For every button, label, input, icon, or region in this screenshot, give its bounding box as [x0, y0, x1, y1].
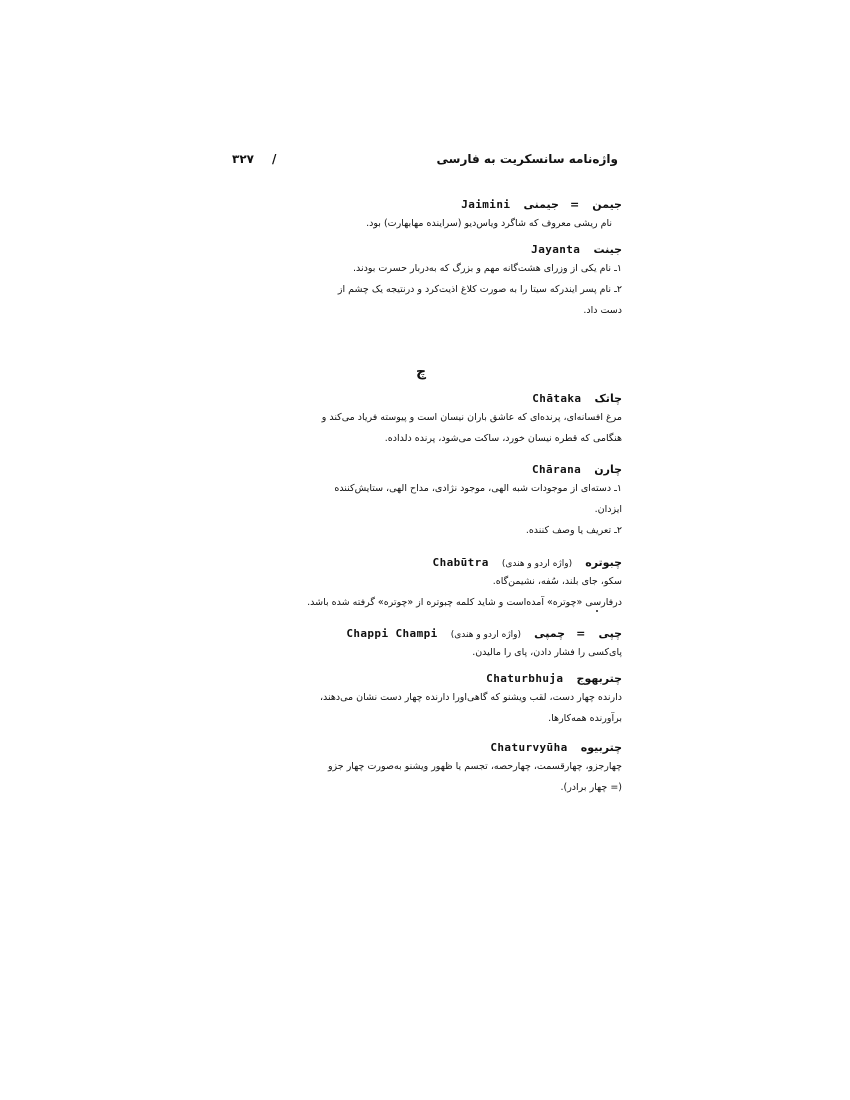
- headword-line: [232, 667, 622, 687]
- usage-note: (واژه اردو و هندی): [501, 559, 573, 569]
- headword: چبوتره: [585, 556, 622, 569]
- book-title: واژه‌نامه سانسکریت به فارسی: [436, 152, 618, 166]
- entry-chabutra: [232, 551, 622, 613]
- definition-line: ۲ـ نام پسر ایندرکه سیتا را به صورت کلاغ اذیت‌کرد و درنتیجه یک چشم از: [337, 284, 622, 295]
- running-header: [232, 152, 618, 172]
- definition-continuation: دست داد.: [583, 305, 622, 316]
- headword: جیمن: [592, 198, 622, 211]
- print-mark: [596, 610, 598, 612]
- headword-line: [232, 458, 622, 478]
- latin-transliteration: Jayanta: [531, 243, 581, 256]
- headword-line: [232, 622, 622, 642]
- latin-transliteration: Chabūtra: [432, 556, 489, 569]
- latin-transliteration: Jaimini: [461, 198, 511, 211]
- headword-line: [232, 193, 622, 213]
- headword: جینت: [593, 243, 622, 256]
- entry-chappi: [232, 622, 622, 663]
- definition-line: ۱ـ دسته‌ای از موجودات شبه الهی، موجود نژادی، مداح الهی، ستایش‌کننده: [334, 483, 622, 494]
- headword-variant: چمپی: [534, 627, 566, 640]
- latin-transliteration: Chaturvyūha: [490, 741, 568, 754]
- page-number: ۳۲۷: [232, 152, 254, 166]
- header-separator: /: [272, 152, 277, 166]
- entry-charana: [232, 458, 622, 541]
- entry-jayanta: [232, 238, 622, 321]
- headword: چپی: [598, 627, 622, 640]
- equals-sign: =: [569, 198, 580, 211]
- headword: چتربیوه: [580, 741, 622, 754]
- headword: چارن: [594, 463, 622, 476]
- entry-chaturvyuha: [232, 736, 622, 798]
- definition-line: چهارجزو، چهارقسمت، چهارحصه، تجسم یا ظهور ویشنو به‌صورت چهار جزو: [327, 761, 622, 772]
- entry-chataka: [232, 387, 622, 449]
- headword: چاتک: [594, 392, 622, 405]
- headword-line: [232, 238, 622, 258]
- headword-line: [232, 387, 622, 407]
- entry-jaimini: [232, 193, 622, 234]
- definition-line: ۲ـ تعریف یا وصف کننده.: [525, 525, 622, 536]
- equals-sign: =: [576, 627, 586, 640]
- definition-line: دارنده چهار دست، لقب ویشنو که گاهی‌اورا دارنده چهار دست نشان می‌دهند،: [319, 692, 622, 703]
- headword-line: [232, 736, 622, 756]
- definition-line: درفارسی «چوتره» آمده‌است و شاید کلمه چبوتره از «چوتره» گرفته شده باشد.: [307, 597, 622, 608]
- entry-chaturbhuja: [232, 667, 622, 729]
- definition-line: پای‌کسی را فشار دادن، پای را مالیدن.: [472, 647, 622, 658]
- definition-line: هنگامی که قطره نیسان خورد، ساکت می‌شود، پرنده دلداده.: [384, 433, 622, 444]
- headword: چتربهوج: [576, 672, 622, 685]
- usage-note: (واژه اردو و هندی): [450, 630, 522, 640]
- definition-line: ۱ـ نام یکی از وزرای هشت‌گانه مهم و بزرگ که به‌دربار حسرت بودند.: [352, 263, 622, 274]
- headword-variant: جیمنی: [523, 198, 559, 211]
- latin-transliteration: Chārana: [531, 463, 582, 476]
- definition-line: (= چهار برادر).: [560, 782, 622, 793]
- latin-transliteration: Chātaka: [532, 392, 582, 405]
- section-letter: چ: [416, 364, 427, 380]
- definition-line: سکو، جای بلند، سُفه، نشیمن‌گاه.: [492, 576, 622, 587]
- latin-transliteration: Chappi Champi: [346, 627, 438, 640]
- definition-continuation: ایزدان.: [594, 504, 622, 515]
- latin-transliteration: Chaturbhuja: [486, 672, 564, 685]
- definition-line: نام ریشی معروف که شاگرد ویاس‌دیو (سراینده مهابهارت) بود.: [366, 218, 612, 229]
- headword-line: [232, 551, 622, 571]
- definition-line: مرغ افسانه‌ای، پرنده‌ای که عاشق باران نیسان است و پیوسته فریاد می‌کند و: [321, 412, 622, 423]
- definition-line: برآورنده همه‌کارها.: [548, 713, 622, 724]
